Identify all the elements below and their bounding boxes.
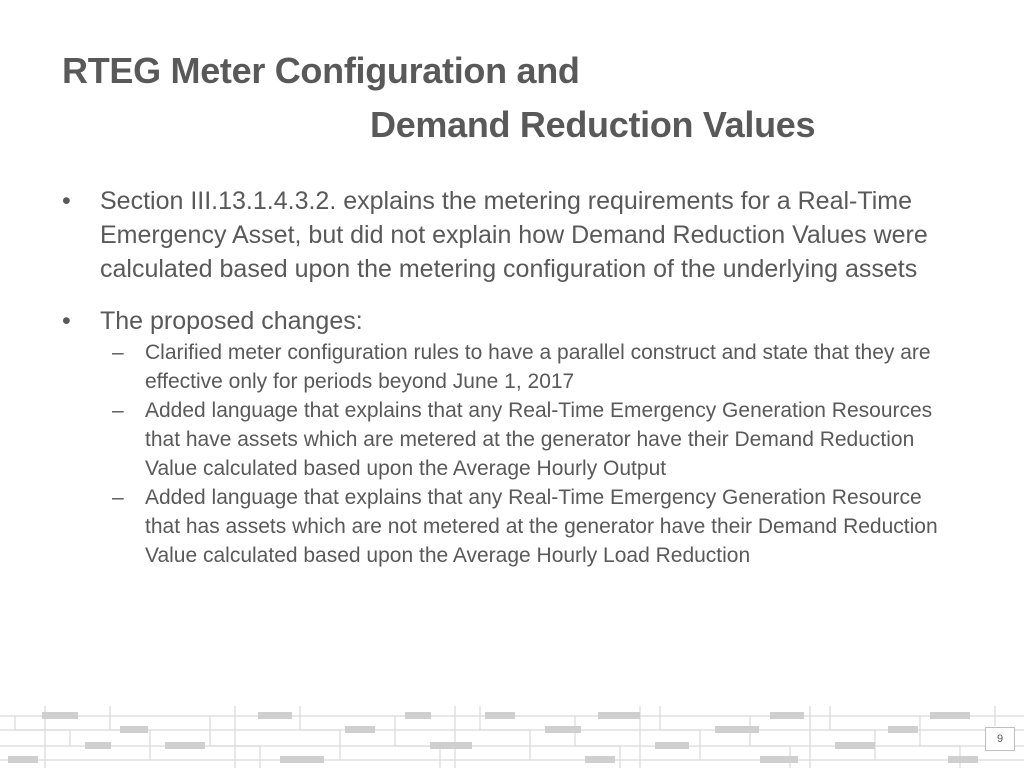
title-line-2: Demand Reduction Values — [370, 104, 816, 145]
bullet-text: Section III.13.1.4.3.2. explains the metering requirements for a Real-Time Emergency Asset, but did not explain how Demand Reduction Values were calculated based upon the metering configuration of the underlying assets — [100, 187, 928, 283]
page-number: 9 — [985, 727, 1015, 751]
bullet-item — [62, 304, 962, 338]
sub-bullet-text: Added language that explains that any Real-Time Emergency Generation Resource that has assets which are not metered at the generator have their Demand Reduction Value calculated based upon the Average Hourly Load Reduction — [145, 486, 938, 567]
sub-bullet-item — [62, 396, 962, 483]
sub-bullet-marker: – — [112, 399, 124, 422]
slide-title — [62, 44, 962, 152]
sub-bullet-text: Clarified meter configuration rules to have a parallel construct and state that they are effective only for periods beyond June 1, 2017 — [145, 341, 931, 393]
bullet-item — [62, 184, 962, 286]
sub-bullet-item — [62, 483, 962, 570]
sub-bullet-marker: – — [112, 341, 124, 364]
title-line-1: RTEG Meter Configuration and — [62, 50, 580, 91]
bullet-text: The proposed changes: — [100, 307, 363, 335]
bullet-marker: • — [62, 307, 71, 335]
circuit-pattern-decoration — [0, 706, 1024, 768]
bullet-marker: • — [62, 187, 71, 215]
sub-bullet-text: Added language that explains that any Real-Time Emergency Generation Resources that have assets which are metered at the generator have their Demand Reduction Value calculated based upon the Average Hourly Output — [145, 399, 933, 480]
content-area — [62, 184, 962, 570]
sub-bullet-marker: – — [112, 486, 124, 509]
sub-bullet-item — [62, 338, 962, 396]
